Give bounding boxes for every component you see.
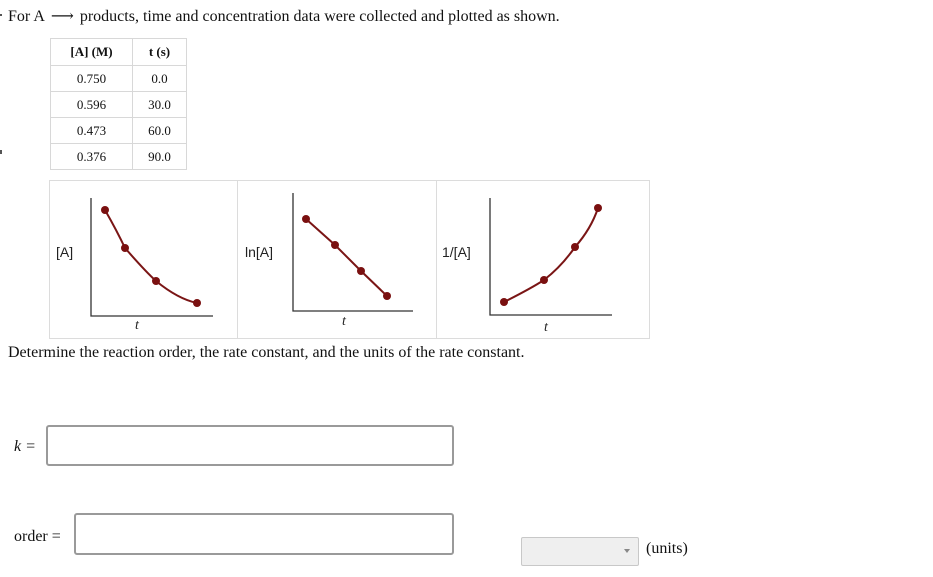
graph-1-point xyxy=(152,277,160,285)
graph-1-point xyxy=(193,299,201,307)
k-label: k = xyxy=(14,438,36,455)
graph-3-point xyxy=(500,298,508,306)
graph-2-point xyxy=(383,292,391,300)
graph-1-point xyxy=(101,206,109,214)
graph-1-point xyxy=(121,244,129,252)
graph-1-curve xyxy=(105,210,197,303)
graph-2-axes xyxy=(293,193,413,311)
table-row xyxy=(51,66,187,92)
graph-2-ylabel: ln[A] xyxy=(245,244,274,260)
table-cell: 0.473 xyxy=(51,118,133,144)
reaction-arrow: ⟶ xyxy=(50,8,74,25)
graph-1-xlabel: t xyxy=(135,318,139,333)
chevron-down-icon xyxy=(624,549,630,553)
graph-1-ylabel: [A] xyxy=(56,244,74,260)
graph-2-xlabel: t xyxy=(342,314,346,329)
table-row xyxy=(51,118,187,144)
graph-2-point xyxy=(302,215,310,223)
table-cell: 0.0 xyxy=(133,66,187,92)
graph-3-point xyxy=(571,243,579,251)
table-header-row xyxy=(51,39,187,66)
reaction-order-input[interactable] xyxy=(74,513,454,555)
graph-3-curve xyxy=(504,208,598,302)
table-row xyxy=(51,92,187,118)
table-row xyxy=(51,144,187,170)
table-cell: 0.750 xyxy=(51,66,133,92)
units-dropdown[interactable] xyxy=(521,537,639,566)
table-cell: 30.0 xyxy=(133,92,187,118)
graphs-panel xyxy=(49,180,650,339)
graph-3-inverse-concentration xyxy=(490,198,612,315)
units-label: (units) xyxy=(646,540,688,557)
problem-statement xyxy=(8,6,560,26)
graph-2-point xyxy=(357,267,365,275)
graphs-svg xyxy=(50,181,649,338)
data-table xyxy=(50,38,187,170)
table-header-concentration: [A] (M) xyxy=(51,39,133,66)
table-cell: 0.376 xyxy=(51,144,133,170)
graph-2-log-concentration xyxy=(293,193,413,311)
problem-prefix: For A xyxy=(8,8,45,25)
order-label: order = xyxy=(14,528,61,545)
graph-3-ylabel: 1/[A] xyxy=(442,244,471,260)
graph-3-point xyxy=(540,276,548,284)
question-text: Determine the reaction order, the rate constant, and the units of the rate constant. xyxy=(8,344,525,361)
graph-2-point xyxy=(331,241,339,249)
graph-1-concentration xyxy=(91,198,213,316)
graph-3-xlabel: t xyxy=(544,320,548,335)
table-cell: 90.0 xyxy=(133,144,187,170)
graph-2-curve xyxy=(306,219,387,296)
table-cell: 0.596 xyxy=(51,92,133,118)
graph-3-point xyxy=(594,204,602,212)
table-header-time: t (s) xyxy=(133,39,187,66)
edge-mark xyxy=(0,14,2,16)
problem-suffix: products, time and concentration data were collected and plotted as shown. xyxy=(79,8,560,25)
graph-3-axes xyxy=(490,198,612,315)
edge-mark xyxy=(0,150,2,154)
rate-constant-input[interactable] xyxy=(46,425,454,466)
table-cell: 60.0 xyxy=(133,118,187,144)
